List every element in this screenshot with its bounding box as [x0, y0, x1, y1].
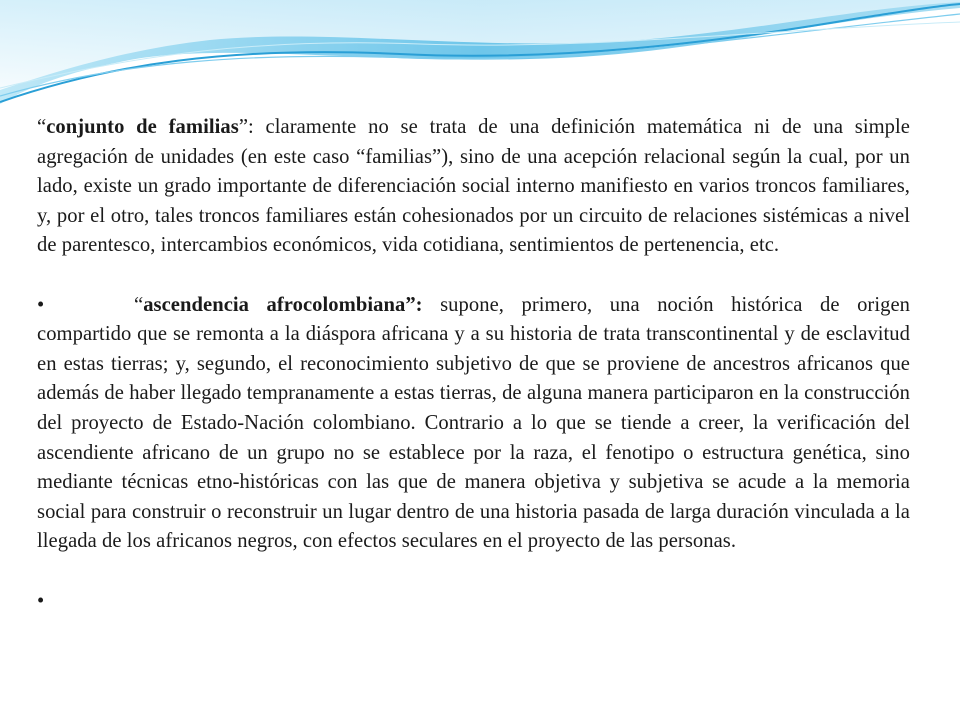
open-quote: “	[37, 116, 47, 138]
paragraph-text: : claramente no se trata de una definición matemática ni de una simple agregación de unidades (en este caso “familias”), sino de una acepción relacional según la cual, por un lado, existe un grado importante de diferenciación social interno manifiesto en varios troncos familiares, y, por el otro, tales troncos familiares están cohesionados por un circuito de relaciones sistémicas a nivel de parentesco, intercambios económicos, vida cotidiana, sentimientos de pertenencia, etc.	[37, 116, 910, 257]
document-body	[37, 113, 910, 616]
open-quote: “	[134, 293, 144, 316]
close-quote: ”	[238, 116, 249, 138]
term-conjunto-de-familias: conjunto de familias	[46, 116, 239, 138]
paragraph-spacer	[37, 261, 910, 291]
term-ascendencia-afrocolombiana: ascendencia afrocolombiana	[143, 293, 406, 316]
bullet-marker: •	[37, 293, 45, 316]
bullet-marker: •	[37, 589, 45, 612]
paragraph-text: supone, primero, una noción histórica de origen compartido que se remonta a la diáspora africana y a su historia de trata transcontinental y de esclavitud en estas tierras; y, segundo, el reconocimiento subjetivo de que se proviene de ancestros africanos que además de haber llegado tempranamente a estas tierras, de alguna manera participaron en la construcción del proyecto de Estado-Nación colombiano. Contrario a lo que se tiende a creer, la verificación del ascendiente africano de un grupo no se establece por la raza, el fenotipo o estructura genética, sino mediante técnicas etno-históricas con las que de manera objetiva y subjetiva se acude a la memoria social para construir o reconstruir un lugar dentro de una historia pasada de larga duración vinculada a la llegada de los africanos negros, con efectos seculares en el proyecto de las personas.	[37, 293, 910, 553]
close-quote: ”:	[405, 293, 423, 316]
paragraph-conjunto-de-familias	[37, 113, 910, 261]
paragraph-spacer	[37, 557, 910, 587]
header-wave-decoration	[0, 0, 960, 120]
empty-bullet-item	[37, 587, 910, 617]
paragraph-ascendencia-afrocolombiana	[37, 291, 910, 557]
